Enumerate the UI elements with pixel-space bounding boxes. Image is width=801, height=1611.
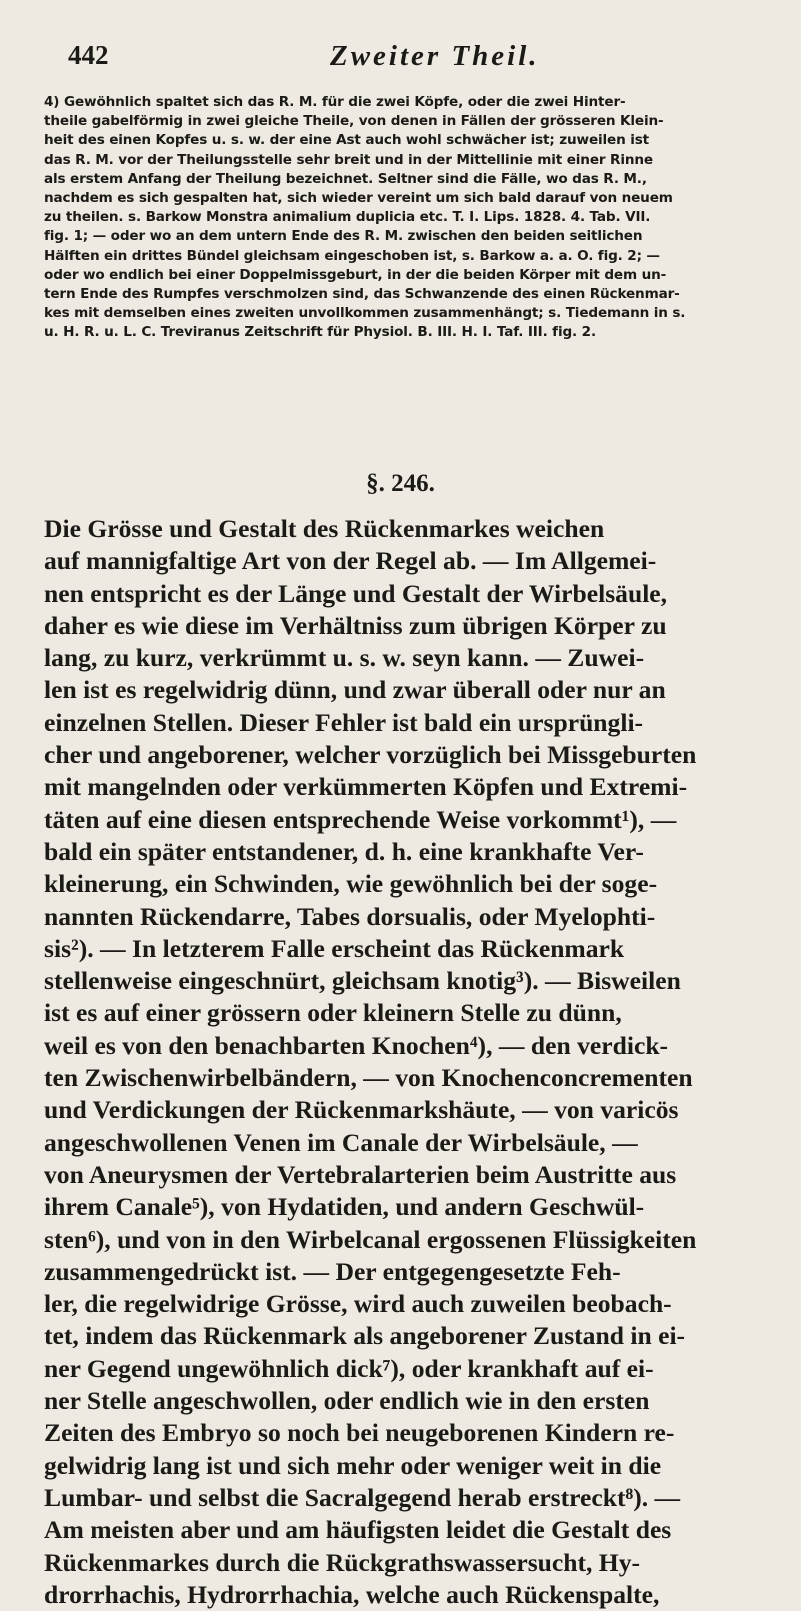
text-line: ner Gegend ungewöhnlich dick⁷), oder krankhaft auf ei-: [44, 1353, 654, 1383]
page-number: 442: [68, 40, 109, 70]
footnote-line: Hälften ein drittes Bündel gleichsam eingeschoben ist, s. Barkow a. a. O. fig. 2; —: [44, 247, 660, 264]
footnote-line: zu theilen. s. Barkow Monstra animalium duplicia etc. T. I. Lips. 1828. 4. Tab. VII.: [44, 209, 651, 226]
footnote-line: u. H. R. u. L. C. Treviranus Zeitschrift für Physiol. B. III. H. I. Taf. III. fig. 2.: [44, 324, 596, 341]
text-line: kleinerung, ein Schwinden, wie gewöhnlich bei der soge-: [44, 869, 658, 899]
text-line: auf mannigfaltige Art von der Regel ab. — Im Allgemei-: [44, 546, 657, 576]
text-line: zusammengedrückt ist. — Der entgegengesetzte Feh-: [44, 1256, 621, 1286]
text-line: Lumbar- und selbst die Sacralgegend herab erstreckt⁸). —: [44, 1482, 681, 1512]
text-line: täten auf eine diesen entsprechende Weise vorkommt¹), —: [44, 804, 677, 834]
text-line: stellenweise eingeschnürt, gleichsam knotig³). — Bisweilen: [44, 966, 681, 996]
footnote-line: heit des einen Kopfes u. s. w. der eine Ast auch wohl schwächer ist; zuweilen ist: [44, 132, 650, 149]
running-title: Zweiter Theil.: [330, 40, 540, 72]
text-line: und Verdickungen der Rückenmarkshäute, — von varicös: [44, 1095, 679, 1125]
text-line: Rückenmarkes durch die Rückgrathswassersucht, Hy-: [44, 1547, 641, 1577]
text-line: von Aneurysmen der Vertebralarterien beim Austritte aus: [44, 1159, 677, 1189]
footnote-block: [44, 93, 764, 343]
text-line: drorrhachis, Hydrorrhachia, welche auch Rückenspalte,: [44, 1579, 660, 1609]
text-line: gelwidrig lang ist und sich mehr oder weniger weit in die: [44, 1450, 662, 1480]
text-line: tet, indem das Rückenmark als angeborener Zustand in ei-: [44, 1321, 686, 1351]
text-line: ten Zwischenwirbelbändern, — von Knochenconcrementen: [44, 1063, 693, 1093]
text-line: Am meisten aber und am häufigsten leidet die Gestalt des: [44, 1515, 672, 1545]
text-line: sis²). — In letzterem Falle erscheint das Rückenmark: [44, 933, 625, 963]
page-header: [30, 40, 760, 80]
section-heading: §. 246.: [366, 470, 435, 497]
footnote-line: 4) Gewöhnlich spaltet sich das R. M. für die zwei Köpfe, oder die zwei Hinter-: [44, 94, 626, 110]
text-line: ner Stelle angeschwollen, oder endlich wie in den ersten: [44, 1386, 650, 1416]
text-line: cher und angeborener, welcher vorzüglich bei Missgeburten: [44, 740, 697, 770]
text-line: bald ein später entstandener, d. h. eine krankhafte Ver-: [44, 836, 644, 866]
text-line: nannten Rückendarre, Tabes dorsualis, oder Myelophti-: [44, 901, 656, 931]
text-line: angeschwollenen Venen im Canale der Wirbelsäule, —: [44, 1127, 638, 1157]
text-line: Die Grösse und Gestalt des Rückenmarkes weichen: [44, 514, 605, 543]
text-line: Zeiten des Embryo so noch bei neugeborenen Kindern re-: [44, 1418, 675, 1448]
text-line: ist es auf einer grössern oder kleinern Stelle zu dünn,: [44, 998, 622, 1028]
text-line: daher es wie diese im Verhältniss zum übrigen Körper zu: [44, 610, 667, 640]
footnote-line: das R. M. vor der Theilungsstelle sehr breit und in der Mittellinie mit einer Rinne: [44, 151, 653, 168]
footnote-line: oder wo endlich bei einer Doppelmissgeburt, in der die beiden Körper mit dem un-: [44, 266, 667, 283]
main-text: [44, 513, 774, 1611]
text-line: weil es von den benachbarten Knochen⁴), — den verdick-: [44, 1030, 669, 1060]
footnote-line: fig. 1; — oder wo an dem untern Ende des R. M. zwischen den beiden seitlichen: [44, 228, 643, 245]
footnote-line: als erstem Anfang der Theilung bezeichnet. Seltner sind die Fälle, wo das R. M.,: [44, 170, 647, 187]
text-line: mit mangelnden oder verkümmerten Köpfen und Extremi-: [44, 772, 688, 802]
footnote-line: kes mit demselben eines zweiten unvollkommen zusammenhängt; s. Tiedemann in s.: [44, 305, 686, 322]
text-line: len ist es regelwidrig dünn, und zwar überall oder nur an: [44, 675, 666, 705]
footnote-line: nachdem es sich gespalten hat, sich wieder vereint um sich bald darauf von neuem: [44, 190, 673, 207]
text-line: ihrem Canale⁵), von Hydatiden, und andern Geschwül-: [44, 1192, 645, 1222]
text-line: sten⁶), und von in den Wirbelcanal ergossenen Flüssigkeiten: [44, 1224, 697, 1254]
text-line: nen entspricht es der Länge und Gestalt der Wirbelsäule,: [44, 578, 668, 608]
text-line: einzelnen Stellen. Dieser Fehler ist bald ein ursprüngli-: [44, 707, 644, 737]
footnote-line: theile gabelförmig in zwei gleiche Theile, von denen in Fällen der grösseren Klein-: [44, 113, 664, 130]
footnote-line: tern Ende des Rumpfes verschmolzen sind, das Schwanzende des einen Rückenmar-: [44, 286, 680, 303]
text-line: ler, die regelwidrige Grösse, wird auch zuweilen beobach-: [44, 1289, 672, 1319]
text-line: lang, zu kurz, verkrümmt u. s. w. seyn kann. — Zuwei-: [44, 643, 645, 673]
